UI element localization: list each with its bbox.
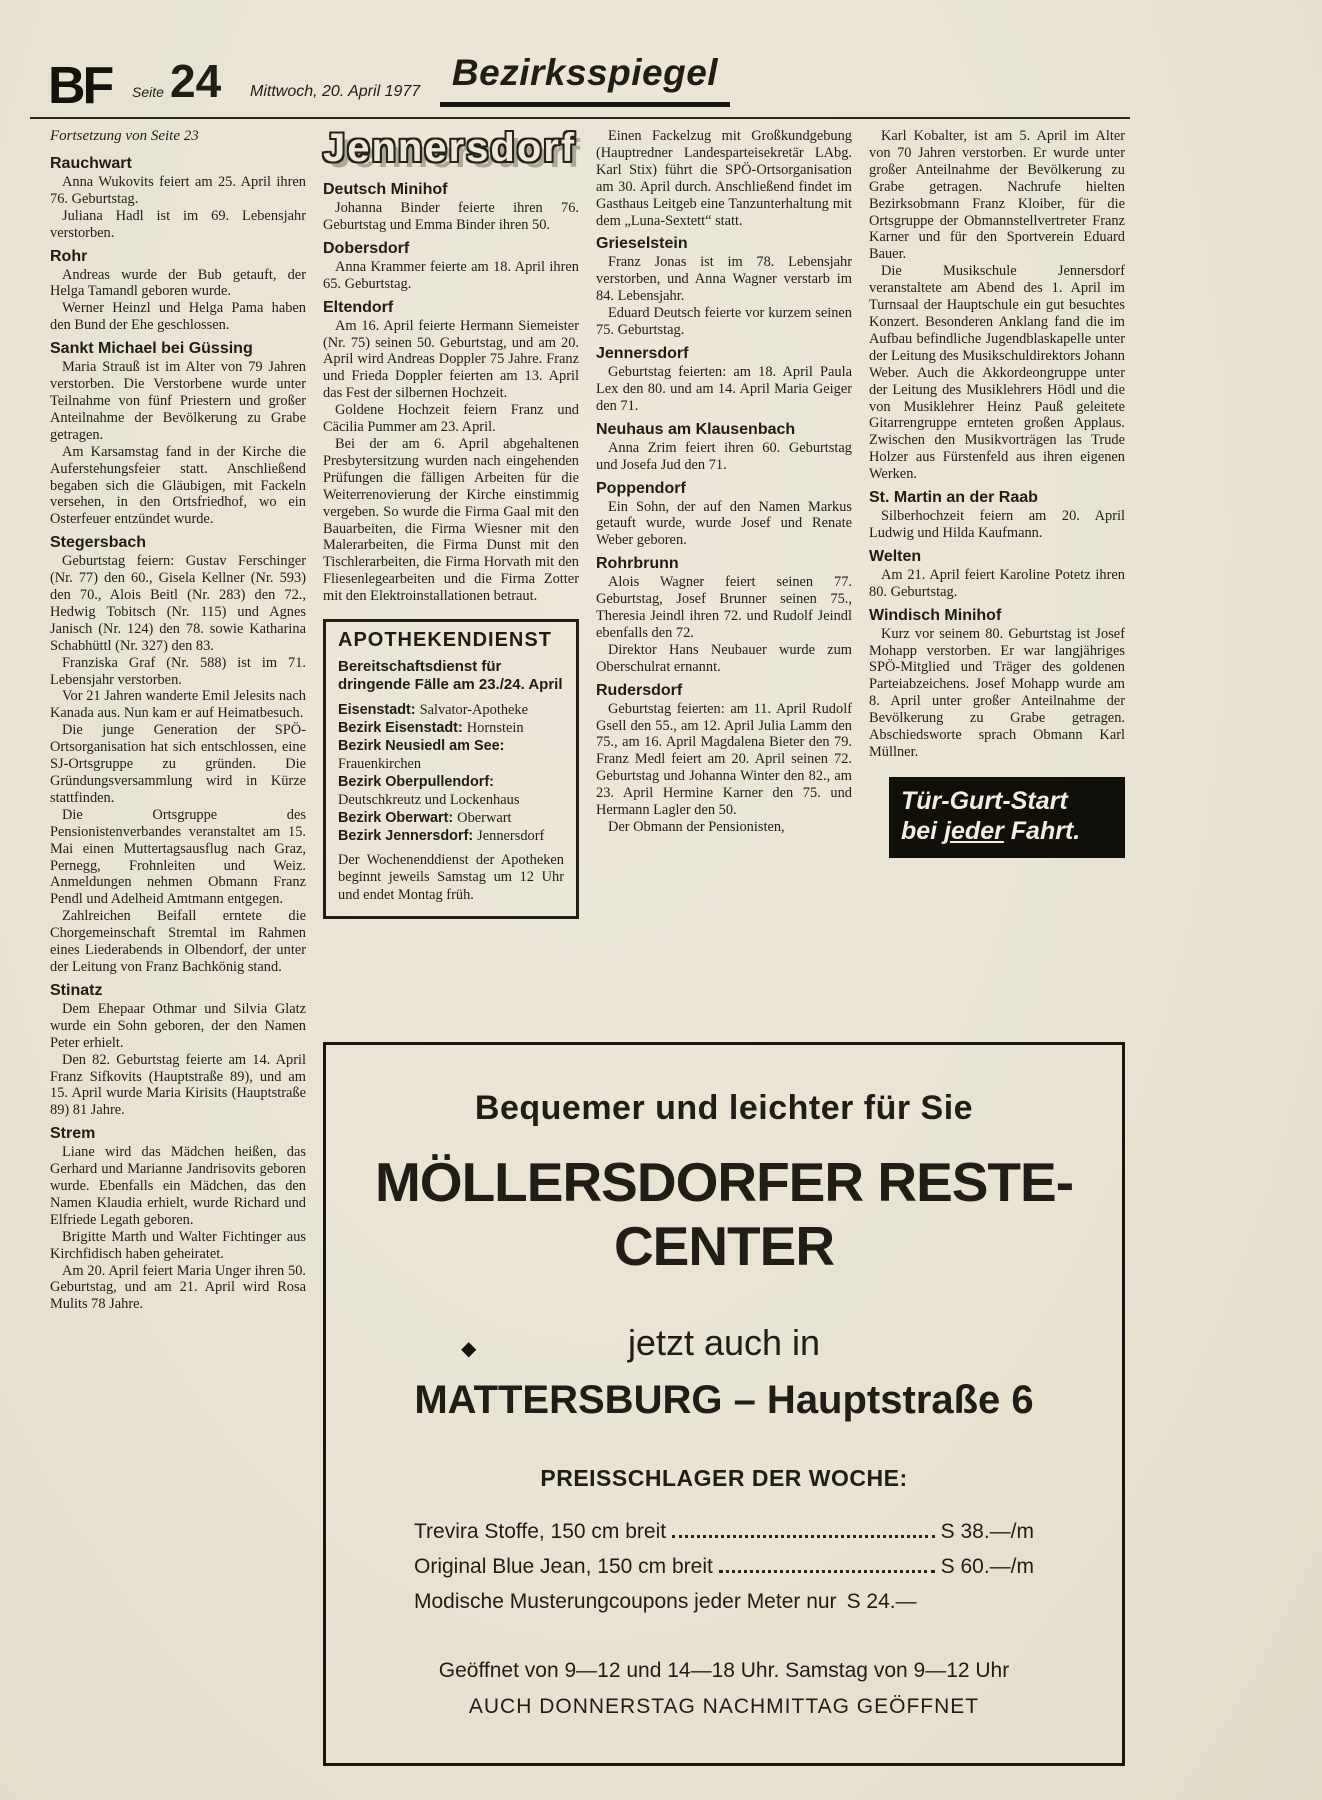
apothekendienst-title: APOTHEKENDIENST (338, 629, 552, 652)
paragraph: Silberhochzeit feiern am 20. April Ludwig und Hilda Kaufmann. (869, 508, 1125, 541)
paragraph: Einen Fackelzug mit Großkundgebung (Hauptredner Landesparteisekretär LAbg. Karl Stix) führt die SPÖ-Ortsorganisation am 30. April durch. Anschließend findet im Gasthaus Leitgeb eine Tanzunterhaltung mit dem „Luna-Sextett“ statt. (596, 128, 852, 229)
apothekendienst-box (323, 619, 579, 919)
paragraph: Die Musikschule Jennersdorf veranstaltete am Abend des 1. April im Turnsaal der Hauptschule ein gut besuchtes Konzert. Besonderen Anklang fand die im Aufbau befindliche Jugendblaskapelle unter der Leitung des Musikschuldirektors Johann Weber. Auch die Akkordeongruppe unter der Leitung des Musiklehrers Hödl und die von Musiklehrer Heinz Pauß geleitete Gitarrengruppe ernteten großen Applaus. Zwischen den Musikvorträgen las Trude Holzer aus Fürstenfeld aus ihren eigenen Werken. (869, 263, 1125, 483)
paragraph: Zahlreichen Beifall erntete die Chorgemeinschaft Stremtal im Rahmen eines Liederabends in Olbendorf, der unter der Leitung von Franz Bachkönig stand. (50, 908, 306, 975)
column-2 (323, 128, 579, 919)
ad-line-2 (901, 816, 1113, 846)
section-heading: Rohr (50, 247, 88, 265)
section-heading: Rohrbrunn (596, 555, 679, 573)
column-1-sections (50, 154, 306, 1313)
paragraph: Am 21. April feiert Karoline Potetz ihren 80. Geburtstag. (869, 566, 1125, 600)
paragraph: Kurz vor seinem 80. Geburtstag ist Josef Mohapp verstorben. Er war langjähriges SPÖ-Mitglied und Träger des goldenen Parteiabzeichens. Josef Mohapp wurde am 8. April unter großer Anteilnahme der Bevölkerung zu Grabe getragen. Abschiedsworte sprach Obmann Karl Müllner. (869, 625, 1125, 760)
diamond-icon: ◆ (461, 1338, 477, 1360)
paragraph: Anna Zrim feiert ihren 60. Geburtstag und Josefa Jud den 71. (596, 439, 852, 473)
paragraph: Andreas wurde der Bub getauft, der Helga Tamandl geboren wurde. (50, 266, 306, 300)
section-heading: Deutsch Minihof (323, 181, 448, 198)
ad-store-name: MÖLLERSDORFER RESTE-CENTER (374, 1151, 1074, 1277)
ad-tagline: Bequemer und leichter für Sie (474, 1089, 974, 1127)
paragraph: Werner Heinzl und Helga Pama haben den Bund der Ehe geschlossen. (50, 300, 306, 334)
jennersdorf-headline: Jennersdorf (323, 126, 577, 170)
issue-date: Mittwoch, 20. April 1977 (250, 83, 421, 100)
pharmacy-entry: Bezirk Neusiedl am See: Frauenkirchen (338, 737, 505, 772)
bf-logo: BF (48, 57, 112, 115)
column-4 (869, 128, 1125, 858)
paragraph: Die Ortsgruppe des Pensionistenverbandes veranstaltet am 15. Mai einen Muttertagsausflug nach Graz, Pernegg, Frohnleiten und Weiz. Anmeldungen nehmen Obmann Franz Pendl und Adelheid Amtmann entgegen. (50, 806, 306, 908)
paragraph: Franz Jonas ist im 78. Lebensjahr verstorben, und Anna Wagner verstarb im 84. Lebensjahr. (596, 254, 852, 305)
apothekendienst-footer: Der Wochenenddienst der Apotheken beginnt jeweils Samstag um 12 Uhr und endet Montag früh. (338, 851, 564, 903)
paragraph: Johanna Binder feierte ihren 76. Geburtstag und Emma Binder ihren 50. (323, 200, 579, 233)
title-underline (440, 102, 730, 107)
paragraph: Franziska Graf (Nr. 588) ist im 71. Lebensjahr verstorben. (50, 654, 306, 688)
paragraph: Die junge Generation der SPÖ-Ortsorganisation hat sich entschlossen, eine SJ-Ortsgruppe zu gründen. Die Gründungsversammlung wird in Kürze stattfinden. (50, 722, 306, 806)
ad-line-1: Tür-Gurt-Start (901, 786, 1068, 815)
page-title: Bezirksspiegel (451, 52, 719, 93)
section-heading: Stegersbach (50, 534, 147, 552)
pharmacy-entry: Eisenstadt: Salvator-Apotheke (338, 701, 528, 718)
paragraph: Dem Ehepaar Othmar und Silvia Glatz wurde ein Sohn geboren, der den Namen Peter erhielt. (50, 1000, 306, 1051)
section-heading: Rauchwart (50, 154, 132, 172)
price-row: Original Blue Jean, 150 cm breit S 60.—/m (414, 1555, 1034, 1578)
paragraph: Anna Wukovits feiert am 25. April ihren 76. Geburtstag. (50, 173, 306, 207)
paragraph: Vor 21 Jahren wanderte Emil Jelesits nach Kanada aus. Nun kam er auf Heimatbesuch. (50, 688, 306, 722)
moellersdorfer-ad (323, 1042, 1125, 1766)
paragraph: Liane wird das Mädchen heißen, das Gerhard und Marianne Jandrisovits geboren wurde. Ebenfalls ein Mädchen, das den Namen Klaudia erhielt, wurde Richard und Elfriede Legath geboren. (50, 1144, 306, 1228)
paragraph: Bei der am 6. April abgehaltenen Presbytersitzung wurden nach eingehenden Prüfungen die fälligen Arbeiten für die Weiterrenovierung der Kirche einstimmig vergeben. So wurde die Firma Gaal mit den Bauarbeiten, die Firma Wiesner mit den Malerarbeiten, die Firma Dunst mit den Tischlerarbeiten, die Firma Horvath mit den Fliesenlegearbeiten und die Firma Zotter mit den Elektroinstallationen betraut. (323, 435, 579, 605)
ad-line-2-post: Fahrt. (1003, 816, 1081, 845)
ad-now-also-text: jetzt auch in (627, 1322, 821, 1363)
section-heading: Eltendorf (323, 298, 394, 316)
section-heading: Dobersdorf (323, 239, 410, 257)
column-3 (596, 128, 852, 836)
section-heading: Jennersdorf (596, 344, 689, 362)
section-heading: St. Martin an der Raab (869, 489, 1038, 507)
paragraph: Goldene Hochzeit feiern Franz und Cäcilia Pummer am 23. April. (323, 402, 579, 436)
section-heading: Rudersdorf (596, 681, 683, 699)
section-heading: Windisch Minihof (869, 606, 1002, 624)
page-label: Seite (132, 84, 164, 100)
apothekendienst-entries (338, 701, 564, 845)
pharmacy-entry: Bezirk Jennersdorf: Jennersdorf (338, 827, 545, 844)
ad-now-also (326, 1322, 1122, 1364)
paragraph: Am 20. April feiert Maria Unger ihren 50. Geburtstag, und am 21. April wird Rosa Mulits 78 Jahre. (50, 1262, 306, 1313)
paragraph: Direktor Hans Neubauer wurde zum Oberschulrat ernannt. (596, 641, 852, 675)
pharmacy-entry: Bezirk Eisenstadt: Hornstein (338, 719, 524, 736)
paragraph: Brigitte Marth und Walter Fichtinger aus Kirchfidisch haben geheiratet. (50, 1228, 306, 1262)
ad-location: MATTERSBURG – Hauptstraße 6 (414, 1378, 1034, 1422)
paragraph: Eduard Deutsch feierte vor kurzem seinen 75. Geburtstag. (596, 305, 852, 339)
section-heading: Grieselstein (596, 235, 688, 253)
tuer-gurt-start-ad (889, 777, 1125, 858)
column-4-sections (869, 128, 1125, 761)
section-heading: Stinatz (50, 981, 103, 999)
paragraph: Der Obmann der Pensionisten, (608, 819, 785, 835)
ad-opening-hours: Geöffnet von 9—12 und 14—18 Uhr. Samstag von 9—12 Uhr (438, 1659, 1010, 1682)
column-1 (50, 128, 306, 1313)
paragraph: Den 82. Geburtstag feierte am 14. April Franz Sifkovits (Hauptstraße 89), und am 15. April wurde Maria Kirisits (Hauptstraße 89) 81 Jahre. (50, 1051, 306, 1119)
pharmacy-entry: Bezirk Oberpullendorf: Deutschkreutz und Lockenhaus (338, 773, 520, 808)
paragraph: Am 16. April feierte Hermann Siemeister (Nr. 75) seinen 50. Geburtstag, und am 20. April wird Andreas Doppler 75 Jahre. Franz und Frieda Doppler feierten am 13. April das Fest der silbernen Hochzeit. (323, 317, 579, 402)
section-heading: Sankt Michael bei Güssing (50, 340, 253, 358)
paragraph: Maria Strauß ist im Alter von 79 Jahren verstorben. Die Verstorbene wurde unter Teilnahme von fünf Priestern und großer Anteilnahme der Bevölkerung zu Grabe getragen. (50, 359, 306, 443)
apothekendienst-subtitle: Bereitschaftsdienst für dringende Fälle am 23./24. April (338, 657, 563, 693)
paragraph: Geburtstag feierten: am 18. April Paula Lex den 80. und am 14. April Maria Geiger den 71. (596, 363, 852, 414)
header-rule (30, 117, 1130, 119)
ad-deals-heading: PREISSCHLAGER DER WOCHE: (540, 1465, 908, 1491)
paragraph: Geburtstag feierten: am 11. April Rudolf Gsell den 55., am 12. April Julia Lamm den 75., am 16. April Magdalena Bieter den 79. Franz Medl feiert am 20. April seinen 72. Geburtstag und Johanna Winter den 82., am 23. April Hermine Karner den 75. und Hermann Lagler den 50. (596, 700, 852, 819)
paragraph: Anna Krammer feierte am 18. April ihren 65. Geburtstag. (323, 258, 579, 292)
ad-price-list (414, 1514, 1034, 1619)
paragraph: Geburtstag feiern: Gustav Ferschinger (Nr. 77) den 60., Gisela Kellner (Nr. 593) den 70., Alois Beitl (Nr. 283) den 72., Hedwig Tobitsch (Nr. 115) und Agnes Janisch (Nr. 124) den 78. sowie Katharina Schabhüttl (Nr. 327) den 83. (50, 553, 306, 654)
continuation-note: Fortsetzung von Seite 23 (50, 128, 199, 144)
paragraph: Alois Wagner feiert seinen 77. Geburtstag, Josef Brunner seinen 75., Theresia Jeindl ihren 72. und Rudolf Jeindl ebenfalls den 72. (596, 574, 852, 641)
page-number: 24 (170, 55, 222, 107)
paragraph: Juliana Hadl ist im 69. Lebensjahr verstorben. (50, 207, 306, 241)
section-heading: Strem (50, 1125, 96, 1143)
pharmacy-entry: Bezirk Oberwart: Oberwart (338, 809, 512, 826)
price-row: Modische Musterungcoupons jeder Meter nur S 24.— (414, 1590, 917, 1613)
section-heading: Welten (869, 547, 922, 565)
paragraph: Ein Sohn, der auf den Namen Markus getauft wurde, wurde Josef und Renate Weber geboren. (596, 498, 852, 549)
section-heading: Neuhaus am Klausenbach (596, 420, 796, 438)
ad-line-2-pre: bei (901, 816, 945, 845)
price-row: Trevira Stoffe, 150 cm breit S 38.—/m (414, 1520, 1034, 1543)
ad-line-2-underlined: jeder (944, 816, 1004, 845)
paragraph: Am Karsamstag fand in der Kirche die Auferstehungsfeier statt. Anschließend begaben sich die Gläubigen, mit Fackeln versehen, in den Ortsfriedhof, wo ein Osterfeuer entzündet wurde. (50, 443, 306, 528)
paragraph: Karl Kobalter, ist am 5. April im Alter von 70 Jahren verstorben. Er wurde unter großer Anteilnahme der Bevölkerung zu Grabe getragen. Nachrufe hielten Bezirksobmann Franz Kloiber, für die Ortsgruppe der Obmannstellvertreter Franz Karner und für den Sportverein Eduard Bauer. (869, 128, 1125, 263)
column-2-sections (323, 180, 579, 605)
section-heading: Poppendorf (596, 479, 686, 497)
ad-thursday-note: AUCH DONNERSTAG NACHMITTAG GEÖFFNET (468, 1695, 980, 1718)
